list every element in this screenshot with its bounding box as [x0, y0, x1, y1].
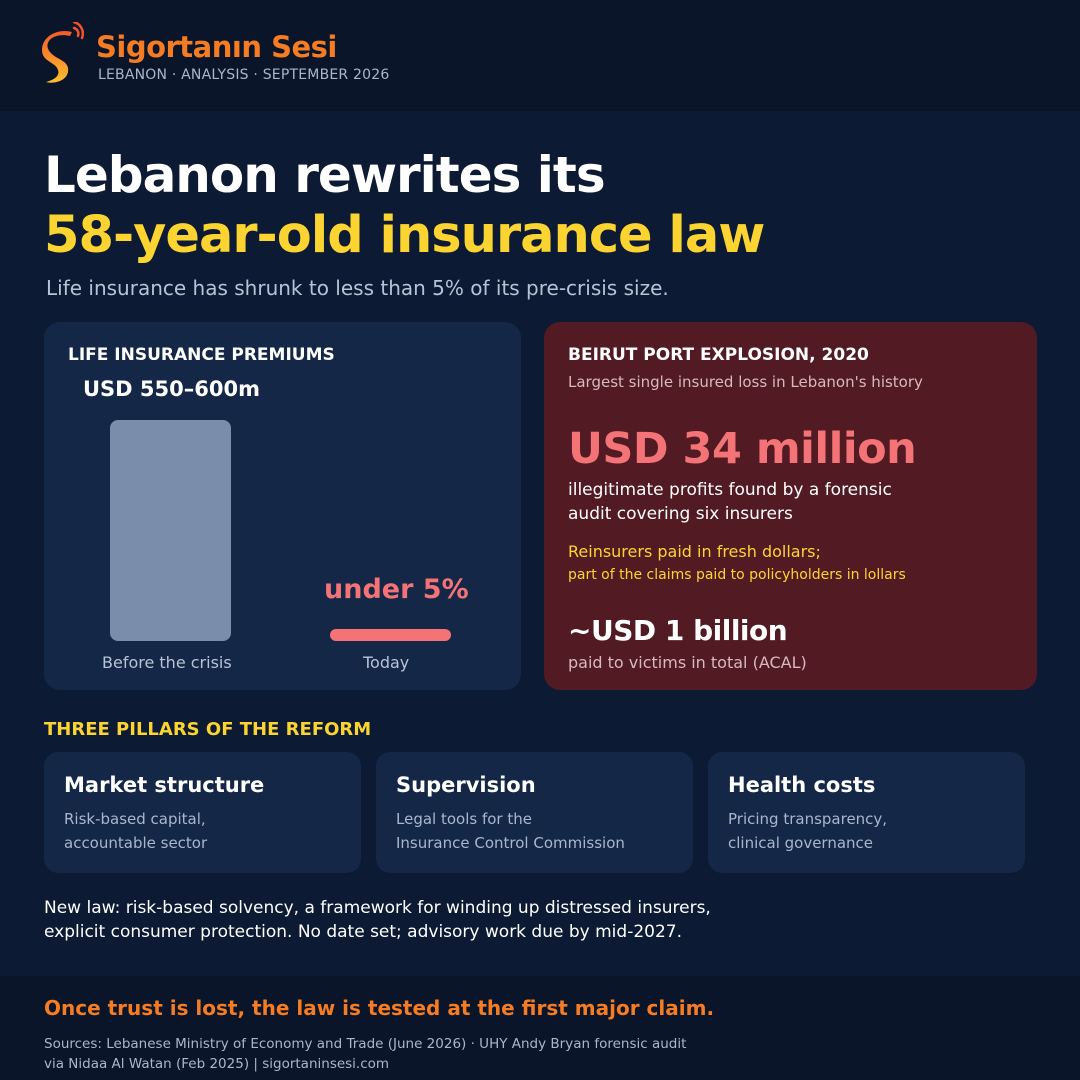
port-note-line-1: Reinsurers paid in fresh dollars; [568, 542, 821, 561]
today-label: Today [363, 653, 410, 672]
port-big-value: USD 34 million [568, 424, 917, 474]
before-bar [110, 420, 231, 641]
port-subtitle: Largest single insured loss in Lebanon's history [568, 373, 923, 391]
premiums-card [44, 322, 521, 690]
pillar-desc-line: Risk-based capital, [64, 810, 206, 828]
port-label: BEIRUT PORT EXPLOSION, 2020 [568, 345, 869, 365]
port-desc-line-2: audit covering six insurers [568, 504, 793, 524]
pillar-card-supervision [376, 752, 693, 873]
today-value: under 5% [324, 574, 469, 605]
premiums-label: LIFE INSURANCE PREMIUMS [68, 345, 335, 365]
port-total-label: paid to victims in total (ACAL) [568, 653, 807, 672]
pillar-description [728, 807, 1008, 855]
pillar-desc-line: Legal tools for the [396, 810, 532, 828]
law-line-2: explicit consumer protection. No date set; advisory work due by mid-2027. [44, 922, 682, 942]
before-label: Before the crisis [102, 653, 232, 672]
pillar-card-market-structure [44, 752, 361, 873]
port-description [568, 478, 948, 526]
port-total-value: ~USD 1 billion [568, 614, 788, 647]
sources-line-2: via Nidaa Al Watan (Feb 2025) | sigortaninsesi.com [44, 1056, 390, 1072]
new-law-summary [44, 896, 744, 944]
law-line-1: New law: risk-based solvency, a framework for winding up distressed insurers, [44, 898, 711, 918]
pillar-desc-line: Insurance Control Commission [396, 834, 625, 852]
pillar-card-health-costs [708, 752, 1025, 873]
pillar-desc-line: accountable sector [64, 834, 208, 852]
port-desc-line-1: illegitimate profits found by a forensic [568, 480, 892, 500]
brand-tagline: LEBANON · ANALYSIS · SEPTEMBER 2026 [98, 67, 390, 83]
today-bar [330, 629, 451, 641]
headline-subtitle: Life insurance has shrunk to less than 5% of its pre-crisis size. [46, 276, 669, 300]
before-value: USD 550–600m [83, 377, 260, 401]
pillar-title: Supervision [396, 773, 536, 797]
port-note-line-2: part of the claims paid to policyholders in lollars [568, 567, 906, 583]
pillar-description [396, 807, 676, 855]
pillar-title: Market structure [64, 773, 265, 797]
sources-line-1: Sources: Lebanese Ministry of Economy and Trade (June 2026) · UHY Andy Bryan forensic audit [44, 1036, 687, 1052]
pillar-title: Health costs [728, 773, 876, 797]
pillar-desc-line: clinical governance [728, 834, 874, 852]
headline-line-2: 58-year-old insurance law [44, 206, 765, 265]
pillar-description [64, 807, 344, 855]
header [0, 0, 1080, 111]
pillar-desc-line: Pricing transparency, [728, 810, 888, 828]
brand-name: Sigortanın Sesi [96, 30, 337, 64]
footer [0, 976, 1080, 1080]
s-broadcast-logo-icon [40, 22, 84, 88]
port-card [544, 322, 1037, 690]
headline-line-1: Lebanon rewrites its [44, 146, 605, 204]
pillars-heading: THREE PILLARS OF THE REFORM [44, 719, 372, 740]
footer-tagline: Once trust is lost, the law is tested at the first major claim. [44, 996, 715, 1020]
sources [44, 1034, 744, 1074]
